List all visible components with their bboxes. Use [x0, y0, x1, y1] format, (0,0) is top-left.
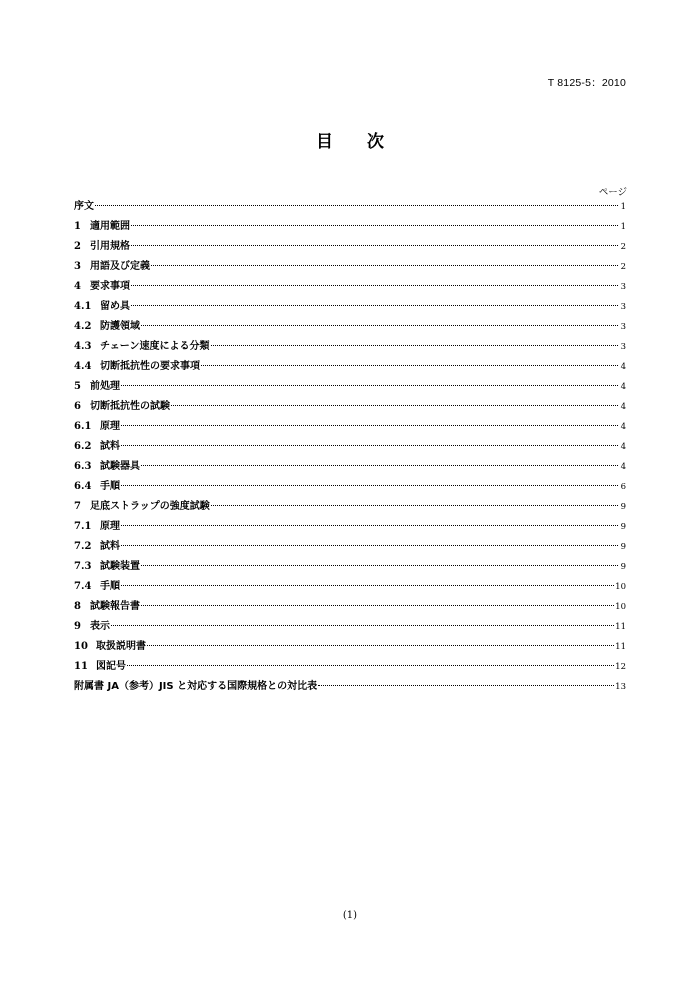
- toc-dot-leader: [141, 565, 618, 566]
- toc-entry[interactable]: [74, 299, 626, 319]
- toc-entry-label: 原理: [100, 521, 120, 532]
- toc-entry-number: 7.3: [74, 561, 92, 572]
- toc-entry-page: 10: [615, 602, 626, 612]
- toc-entry-number: 8: [74, 601, 81, 612]
- toc-dot-leader: [147, 645, 614, 646]
- toc-dot-leader: [141, 465, 618, 466]
- toc-entry-label: 手順: [100, 481, 120, 492]
- toc-entry-page: 10: [615, 582, 626, 592]
- toc-entry-number: 4: [74, 281, 81, 292]
- toc-entry-number: 1: [74, 221, 81, 232]
- toc-entry[interactable]: [74, 499, 626, 519]
- toc-entry-page: 4: [620, 442, 626, 452]
- toc-entry[interactable]: [74, 539, 626, 559]
- toc-entry-number: 7: [74, 501, 81, 512]
- toc-dot-leader: [131, 305, 618, 306]
- toc-entry[interactable]: [74, 419, 626, 439]
- toc-dot-leader: [318, 685, 614, 686]
- toc-entry-page: 9: [620, 542, 626, 552]
- toc-dot-leader: [131, 285, 618, 286]
- toc-entry-page: 11: [615, 642, 626, 652]
- toc-entry-label: 手順: [100, 581, 120, 592]
- toc-entry-label: 試料: [100, 541, 120, 552]
- toc-dot-leader: [131, 225, 618, 226]
- toc-entry[interactable]: [74, 639, 626, 659]
- toc-entry-number: 4.4: [74, 361, 92, 372]
- toc-dot-leader: [121, 525, 618, 526]
- toc-entry-label: チェーン速度による分類: [100, 341, 210, 352]
- toc-entry-number: 5: [74, 381, 81, 392]
- toc-entry[interactable]: [74, 339, 626, 359]
- toc-entry-page: 4: [620, 382, 626, 392]
- toc-entry-page: 3: [620, 342, 626, 352]
- toc-entry-number: 10: [74, 641, 88, 652]
- toc-entry-label: 取扱説明書: [96, 641, 146, 652]
- toc-entry-number: 6.3: [74, 461, 92, 472]
- toc-entry-label: 引用規格: [90, 241, 130, 252]
- toc-entry-label: 用語及び定義: [90, 261, 150, 272]
- toc-entry-page: 3: [620, 302, 626, 312]
- toc-entry-page: 11: [615, 622, 626, 632]
- toc-dot-leader: [121, 545, 618, 546]
- toc-entry-number: 11: [74, 661, 88, 672]
- toc-dot-leader: [111, 625, 614, 626]
- toc-entry-label: 試験装置: [100, 561, 140, 572]
- toc-entry-page: 3: [620, 282, 626, 292]
- toc-entry-page: 1: [620, 202, 626, 212]
- toc-entry[interactable]: [74, 379, 626, 399]
- toc-entry-label: 試料: [100, 441, 120, 452]
- toc-entry-label: 序文: [74, 201, 94, 212]
- toc-dot-leader: [121, 485, 618, 486]
- document-id: T 8125-5：2010: [547, 77, 626, 89]
- toc-entry[interactable]: [74, 199, 626, 219]
- toc-entry-number: 3: [74, 261, 81, 272]
- toc-entry-page: 9: [620, 562, 626, 572]
- toc-entry[interactable]: [74, 219, 626, 239]
- toc-entry-label: 前処理: [90, 381, 120, 392]
- toc-dot-leader: [121, 425, 618, 426]
- toc-entry[interactable]: [74, 459, 626, 479]
- toc-entry-number: 6.2: [74, 441, 92, 452]
- toc-entry-page: 9: [620, 522, 626, 532]
- toc-dot-leader: [211, 505, 618, 506]
- toc-entry[interactable]: [74, 399, 626, 419]
- toc-dot-leader: [141, 605, 614, 606]
- toc-entry[interactable]: [74, 259, 626, 279]
- toc-entry[interactable]: [74, 659, 626, 679]
- toc-entry-page: 4: [620, 362, 626, 372]
- page-column-label: ページ: [598, 187, 627, 198]
- toc-entry-label: 図記号: [96, 661, 126, 672]
- toc-dot-leader: [141, 325, 618, 326]
- toc-entry-number: 7.1: [74, 521, 92, 532]
- toc-entry[interactable]: [74, 559, 626, 579]
- toc-entry-page: 4: [620, 402, 626, 412]
- toc-entry-label: 原理: [100, 421, 120, 432]
- toc-entry[interactable]: [74, 579, 626, 599]
- toc-entry[interactable]: [74, 439, 626, 459]
- toc-entry-label: 附属書 JA（参考）JIS と対応する国際規格との対比表: [74, 681, 318, 692]
- toc-entry[interactable]: [74, 319, 626, 339]
- toc-dot-leader: [201, 365, 618, 366]
- toc-entry[interactable]: [74, 599, 626, 619]
- toc-entry-number: 4.2: [74, 321, 92, 332]
- toc-entry[interactable]: [74, 679, 626, 699]
- toc-dot-leader: [121, 385, 618, 386]
- toc-entry-page: 2: [620, 242, 626, 252]
- toc-entry-number: 4.3: [74, 341, 92, 352]
- toc-entry-page: 2: [620, 262, 626, 272]
- toc-entry[interactable]: [74, 239, 626, 259]
- toc-entry-page: 13: [615, 682, 626, 692]
- toc-dot-leader: [95, 205, 618, 206]
- toc-dot-leader: [171, 405, 618, 406]
- toc-entry-number: 6: [74, 401, 81, 412]
- toc-entry-number: 6.4: [74, 481, 92, 492]
- toc-entry-label: 適用範囲: [90, 221, 130, 232]
- toc-entry[interactable]: [74, 279, 626, 299]
- toc-dot-leader: [121, 445, 618, 446]
- toc-dot-leader: [127, 665, 614, 666]
- toc-entry-page: 3: [620, 322, 626, 332]
- toc-entry[interactable]: [74, 359, 626, 379]
- toc-entry-label: 足底ストラップの強度試験: [90, 501, 210, 512]
- toc-entry-number: 7.2: [74, 541, 92, 552]
- toc-dot-leader: [121, 585, 614, 586]
- toc-entry-label: 切断抵抗性の要求事項: [100, 361, 200, 372]
- toc-entry-label: 要求事項: [90, 281, 130, 292]
- toc-entry-page: 9: [620, 502, 626, 512]
- toc-entry-label: 留め具: [100, 301, 130, 312]
- toc-entry-number: 9: [74, 621, 81, 632]
- toc-entry[interactable]: [74, 619, 626, 639]
- toc-entry[interactable]: [74, 519, 626, 539]
- toc-entry-number: 6.1: [74, 421, 92, 432]
- toc-entry-number: 2: [74, 241, 81, 252]
- toc-entry-label: 切断抵抗性の試験: [90, 401, 170, 412]
- toc-dot-leader: [131, 245, 618, 246]
- toc-entry-page: 4: [620, 462, 626, 472]
- toc-entry-page: 4: [620, 422, 626, 432]
- toc-title: 目 次: [316, 132, 398, 152]
- page-number: (1): [342, 910, 358, 921]
- table-of-contents: [74, 199, 626, 699]
- toc-entry-page: 6: [620, 482, 626, 492]
- toc-dot-leader: [151, 265, 618, 266]
- toc-entry[interactable]: [74, 479, 626, 499]
- toc-dot-leader: [211, 345, 619, 346]
- toc-entry-page: 1: [620, 222, 626, 232]
- toc-entry-label: 試験器具: [100, 461, 140, 472]
- toc-entry-label: 防護領域: [100, 321, 140, 332]
- toc-entry-label: 表示: [90, 621, 110, 632]
- toc-entry-number: 4.1: [74, 301, 92, 312]
- toc-entry-page: 12: [615, 662, 626, 672]
- toc-entry-number: 7.4: [74, 581, 92, 592]
- toc-entry-label: 試験報告書: [90, 601, 140, 612]
